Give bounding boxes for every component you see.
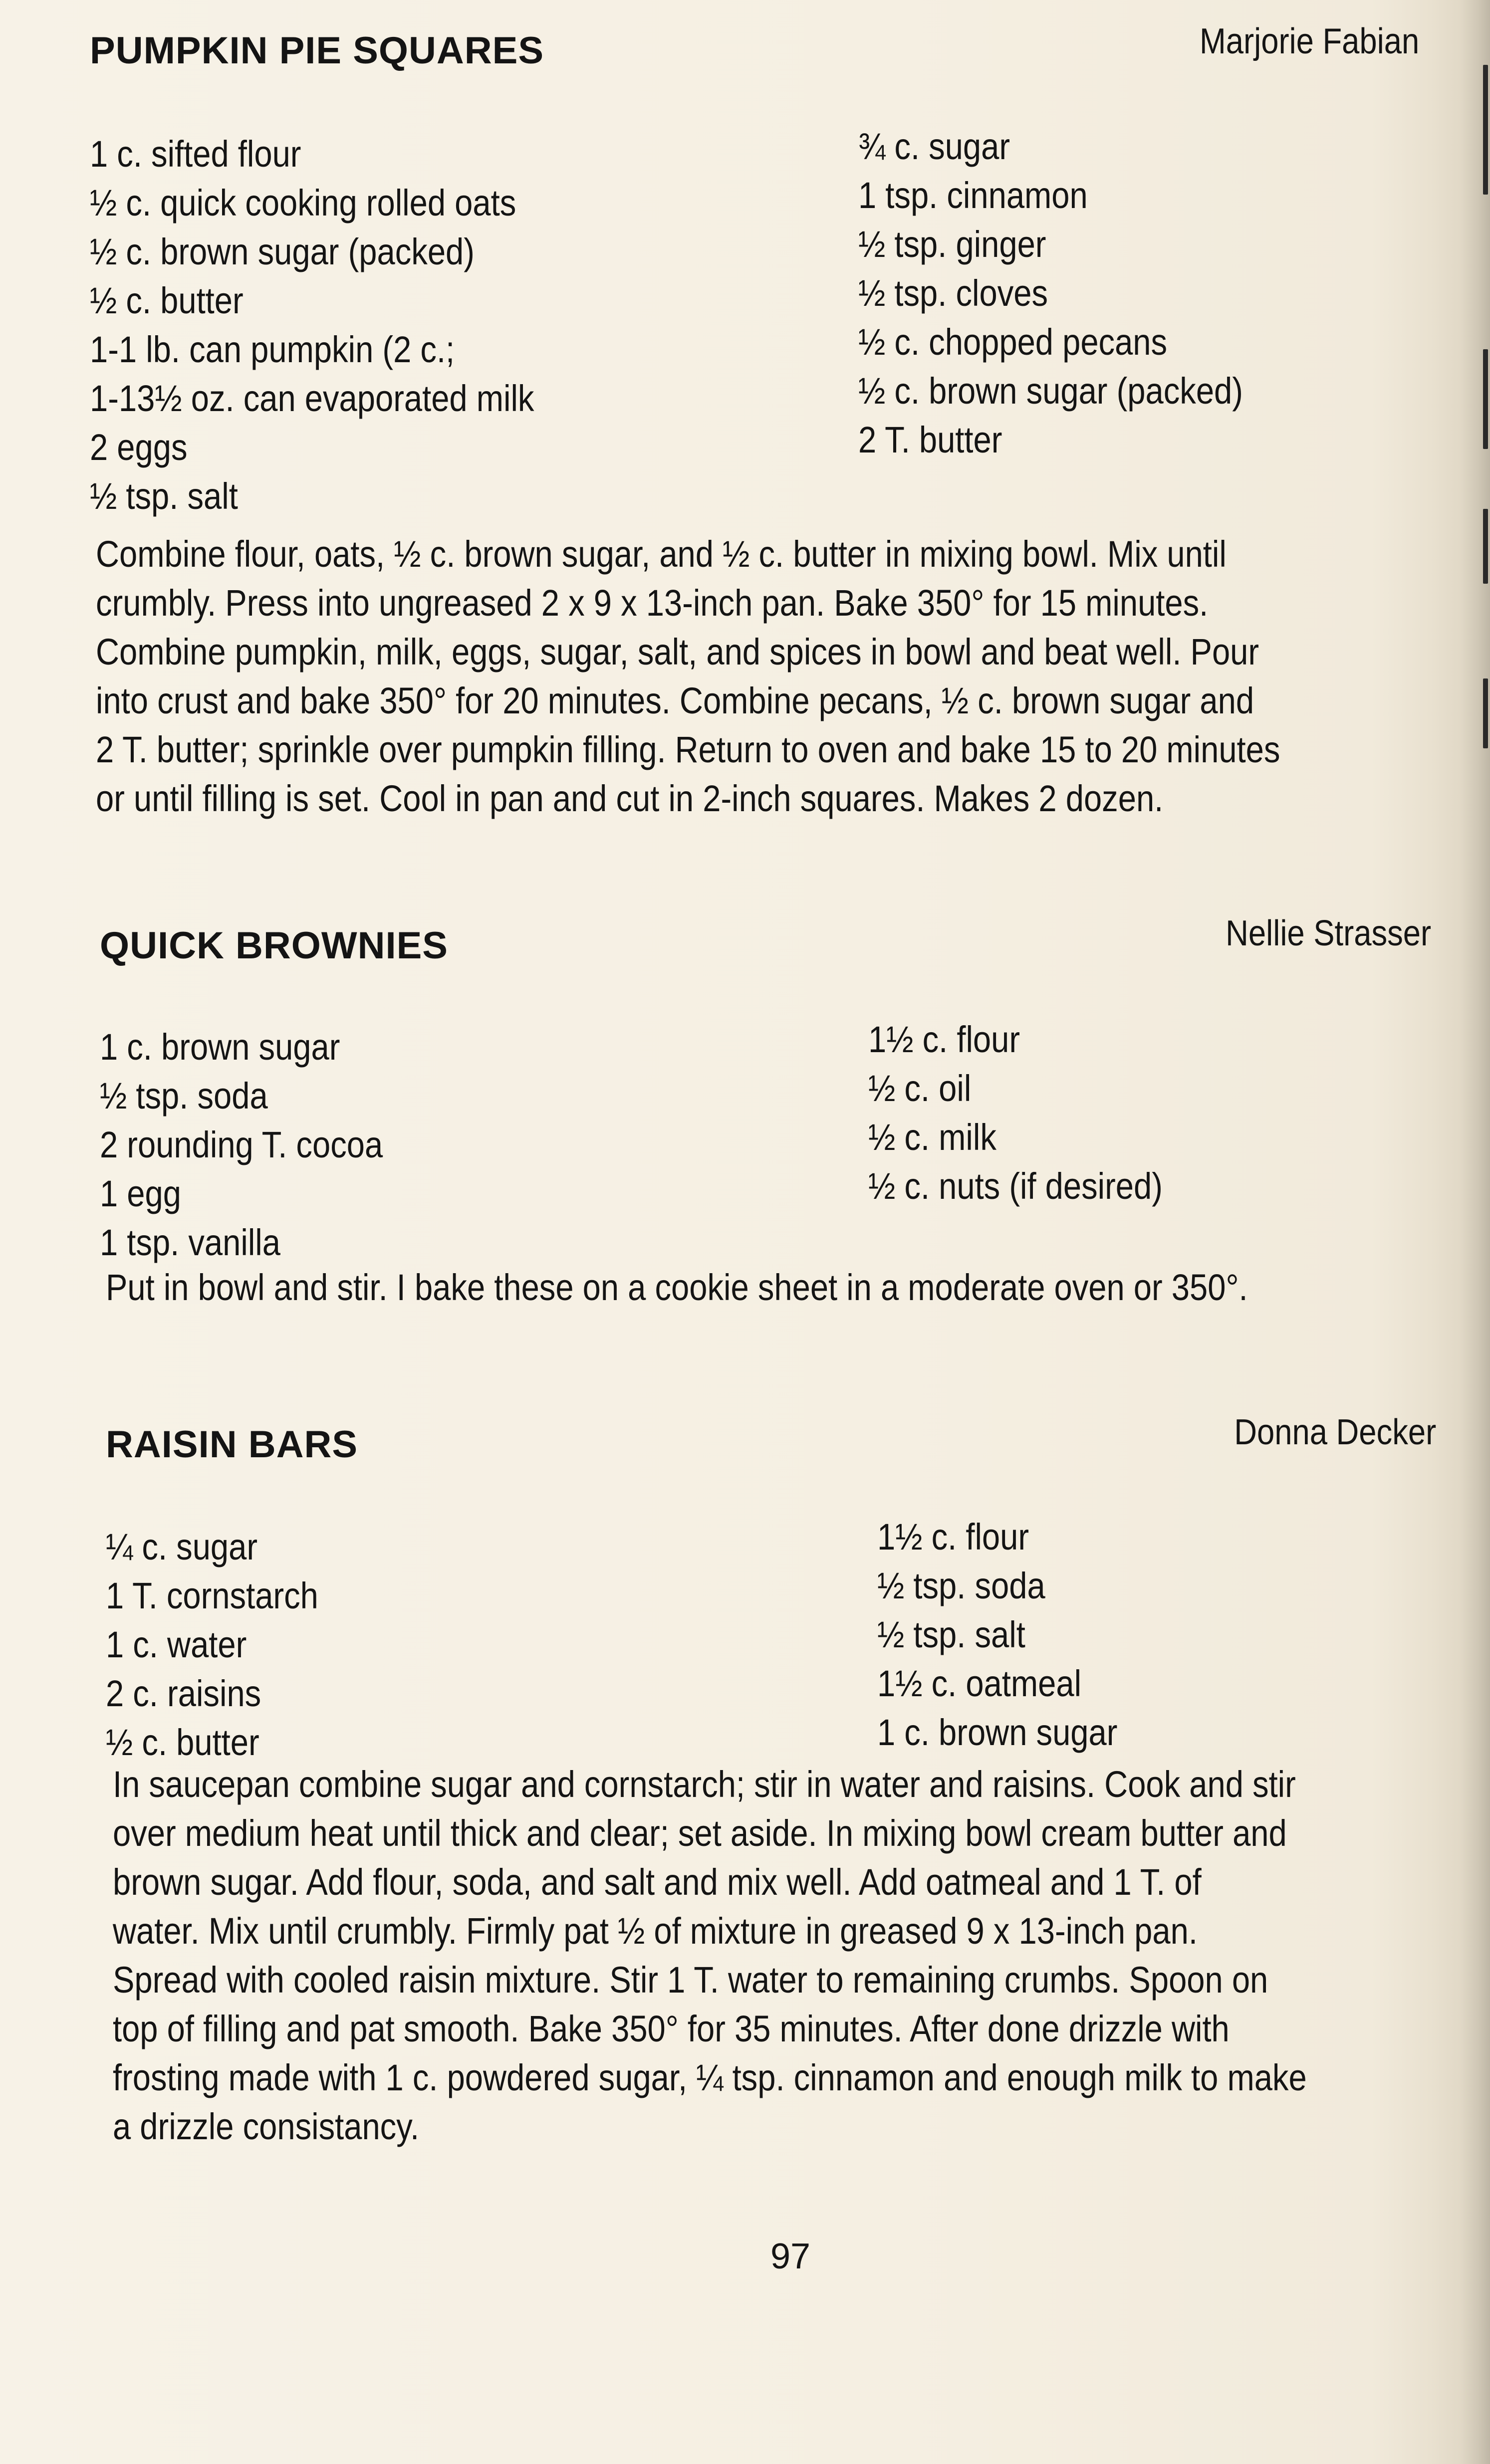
ingredient-list-left: [106, 1523, 347, 1767]
ingredient-item: ½ c. oil: [868, 1068, 972, 1109]
instruction-line: a drizzle consistancy.: [113, 2106, 420, 2147]
ingredient-item: 1 T. cornstarch: [106, 1575, 318, 1616]
ingredient-item: 1½ c. oatmeal: [877, 1663, 1082, 1704]
ingredient-item: ½ c. brown sugar (packed): [90, 231, 475, 272]
ingredient-item: ½ c. quick cooking rolled oats: [90, 182, 516, 224]
ingredient-item: ½ c. nuts (if desired): [868, 1165, 1163, 1207]
ingredient-list-right: [877, 1513, 1150, 1757]
ingredient-item: ½ c. brown sugar (packed): [858, 370, 1243, 412]
ingredient-item: 1 tsp. cinnamon: [858, 175, 1088, 216]
instruction-line: 2 T. butter; sprinkle over pumpkin filling. Return to oven and bake 15 to 20 minutes: [96, 729, 1280, 770]
instruction-line: Put in bowl and stir. I bake these on a cookie sheet in a moderate oven or 350°.: [106, 1267, 1248, 1308]
ingredient-item: ½ tsp. soda: [100, 1075, 268, 1117]
instruction-line: over medium heat until thick and clear; set aside. In mixing bowl cream butter and: [113, 1812, 1287, 1854]
ingredient-item: ¾ c. sugar: [858, 126, 1010, 167]
ingredient-item: 1 c. brown sugar: [100, 1026, 340, 1068]
ingredient-item: ½ c. chopped pecans: [858, 321, 1168, 363]
ingredient-item: ½ tsp. salt: [877, 1614, 1025, 1655]
recipe-author: Marjorie Fabian: [1199, 21, 1419, 61]
instruction-line: water. Mix until crumbly. Firmly pat ½ of mixture in greased 9 x 13-inch pan.: [113, 1910, 1198, 1952]
instruction-line: Spread with cooled raisin mixture. Stir 1 T. water to remaining crumbs. Spoon on: [113, 1959, 1268, 2001]
instruction-line: brown sugar. Add flour, soda, and salt and mix well. Add oatmeal and 1 T. of: [113, 1861, 1202, 1903]
recipe-instructions: [96, 530, 1280, 823]
ingredient-item: ½ c. milk: [868, 1117, 996, 1158]
recipe-title: RAISIN BARS: [106, 1423, 358, 1466]
recipe-title: QUICK BROWNIES: [100, 924, 448, 967]
ingredient-item: 1 c. water: [106, 1624, 247, 1665]
recipe-title: PUMPKIN PIE SQUARES: [90, 29, 544, 72]
instruction-line: Combine pumpkin, milk, eggs, sugar, salt, and spices in bowl and beat well. Pour: [96, 631, 1259, 672]
instruction-line: Combine flour, oats, ½ c. brown sugar, and ½ c. butter in mixing bowl. Mix until: [96, 533, 1227, 575]
page-number: 97: [770, 2237, 811, 2276]
instruction-line: or until filling is set. Cool in pan and cut in 2-inch squares. Makes 2 dozen.: [96, 778, 1164, 819]
binding-edge-mark: [1483, 678, 1488, 748]
instruction-line: into crust and bake 350° for 20 minutes. Combine pecans, ½ c. brown sugar and: [96, 680, 1254, 721]
ingredient-item: ½ tsp. salt: [90, 475, 238, 517]
instruction-line: top of filling and pat smooth. Bake 350° for 35 minutes. After done drizzle with: [113, 2008, 1230, 2049]
ingredient-item: 2 eggs: [90, 427, 188, 468]
ingredient-list-right: [868, 1015, 1203, 1211]
ingredient-item: 1 tsp. vanilla: [100, 1222, 280, 1263]
ingredient-item: 1 egg: [100, 1173, 181, 1214]
ingredient-list-left: [90, 130, 595, 521]
binding-edge-mark: [1483, 349, 1488, 449]
recipe-author: Nellie Strasser: [1226, 913, 1431, 953]
recipe-instructions: [113, 1760, 1307, 2151]
ingredient-item: ½ c. butter: [90, 280, 244, 321]
instruction-line: crumbly. Press into ungreased 2 x 9 x 13-inch pan. Bake 350° for 15 minutes.: [96, 582, 1209, 624]
ingredient-item: 1-13½ oz. can evaporated milk: [90, 378, 534, 419]
recipe-author: Donna Decker: [1234, 1412, 1436, 1452]
ingredient-item: 2 rounding T. cocoa: [100, 1124, 383, 1165]
ingredient-item: 2 c. raisins: [106, 1673, 261, 1714]
ingredient-item: 1-1 lb. can pumpkin (2 c.;: [90, 329, 455, 370]
ingredient-item: ½ tsp. soda: [877, 1565, 1045, 1606]
ingredient-item: ½ tsp. cloves: [858, 272, 1048, 314]
binding-edge-mark: [1483, 509, 1488, 584]
ingredient-item: 1 c. sifted flour: [90, 133, 301, 175]
ingredient-list-right: [858, 122, 1295, 464]
ingredient-item: 1½ c. flour: [868, 1019, 1020, 1060]
binding-edge-mark: [1483, 65, 1488, 195]
ingredient-item: ½ c. butter: [106, 1722, 259, 1763]
ingredient-item: 2 T. butter: [858, 419, 1002, 460]
ingredient-list-left: [100, 1023, 422, 1267]
ingredient-item: ½ tsp. ginger: [858, 224, 1046, 265]
ingredient-item: 1½ c. flour: [877, 1516, 1029, 1558]
ingredient-item: ¼ c. sugar: [106, 1526, 258, 1568]
recipe-instructions: [106, 1263, 1248, 1312]
instruction-line: In saucepan combine sugar and cornstarch; stir in water and raisins. Cook and stir: [113, 1764, 1296, 1805]
ingredient-item: 1 c. brown sugar: [877, 1712, 1118, 1753]
instruction-line: frosting made with 1 c. powdered sugar, ¼ tsp. cinnamon and enough milk to make: [113, 2057, 1307, 2098]
